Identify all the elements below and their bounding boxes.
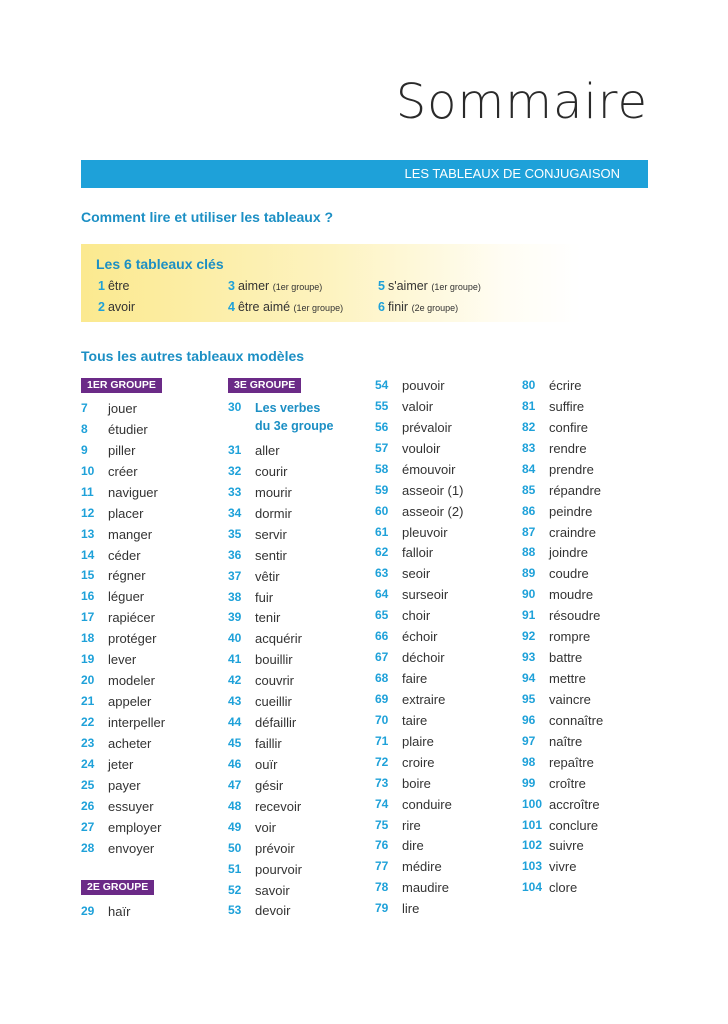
verb: choir <box>402 608 431 624</box>
entry-number: 14 <box>81 547 95 562</box>
verb: craindre <box>549 524 596 540</box>
entry-number: 5 <box>378 279 385 293</box>
entry-number: 57 <box>375 440 389 455</box>
entry-number: 52 <box>228 882 242 897</box>
entry-number: 8 <box>81 421 88 436</box>
entry-number: 49 <box>228 819 242 834</box>
entry-number: 73 <box>375 775 389 790</box>
entry-number: 27 <box>81 819 95 834</box>
group-note: (1er groupe) <box>431 282 481 292</box>
entry-number: 39 <box>228 610 242 625</box>
verb: essuyer <box>108 798 154 814</box>
verb: défaillir <box>255 715 297 731</box>
verb: émouvoir <box>402 461 456 477</box>
verb: cueillir <box>255 694 292 710</box>
entry-number: 41 <box>228 652 242 667</box>
entry-number: 32 <box>228 463 242 478</box>
entry-number: 33 <box>228 484 242 499</box>
verb: acheter <box>108 735 152 751</box>
entry-number: 40 <box>228 631 242 646</box>
group1-header: 1ER GROUPE <box>81 378 162 393</box>
entry-number: 94 <box>522 671 536 686</box>
entry-number: 79 <box>375 901 389 916</box>
special-line2: du 3e groupe <box>255 419 334 433</box>
verb: voir <box>255 819 276 835</box>
entry-number: 35 <box>228 526 242 541</box>
verb: céder <box>108 547 141 563</box>
verb: sentir <box>255 547 287 563</box>
verb: croître <box>549 775 586 791</box>
verb: rompre <box>549 629 591 645</box>
entry-number: 16 <box>81 589 95 604</box>
other-tables-title: Tous les autres tableaux modèles <box>81 348 305 364</box>
key-table-item[interactable] <box>228 299 343 316</box>
verb: courir <box>255 463 288 479</box>
entry-number: 51 <box>228 861 242 876</box>
entry-number: 98 <box>522 754 536 769</box>
entry-number: 26 <box>81 798 95 813</box>
entry-number: 12 <box>81 505 95 520</box>
entry-number: 31 <box>228 443 242 457</box>
entry-number: 93 <box>522 650 536 665</box>
entry-number: 4 <box>228 300 235 314</box>
entry-number: 53 <box>228 903 242 918</box>
verb: s'aimer <box>387 279 428 293</box>
verb: placer <box>108 505 144 521</box>
entry-number: 48 <box>228 798 242 813</box>
entry-number: 70 <box>375 712 389 727</box>
verb: extraire <box>402 691 446 707</box>
verb: pouvoir <box>402 378 445 393</box>
entry-number: 46 <box>228 756 242 771</box>
entry-number: 11 <box>81 484 94 499</box>
entry-number: 45 <box>228 736 242 751</box>
verb: déchoir <box>402 650 445 666</box>
entry-number: 72 <box>375 754 389 769</box>
verb: faire <box>402 671 428 687</box>
verb: envoyer <box>108 840 155 856</box>
entry-number: 60 <box>375 503 389 518</box>
verb: surseoir <box>402 587 449 603</box>
entry-number: 55 <box>375 398 389 413</box>
entry-number: 88 <box>522 545 536 560</box>
entry-number: 90 <box>522 587 536 602</box>
verb: vêtir <box>255 568 280 584</box>
verb: étudier <box>108 421 148 437</box>
verb: conduire <box>402 796 452 812</box>
entry-number: 34 <box>228 505 242 520</box>
entry-number: 44 <box>228 715 242 730</box>
verb: pourvoir <box>255 861 302 877</box>
verb: accroître <box>549 796 600 812</box>
entry-number: 78 <box>375 880 389 895</box>
verb: aimer <box>237 279 270 293</box>
entry-number: 3 <box>228 279 235 293</box>
verb: seoir <box>402 566 431 582</box>
entry-number: 65 <box>375 608 389 623</box>
verb: être <box>107 279 130 293</box>
verb: mourir <box>255 484 292 500</box>
entry-number: 10 <box>81 463 95 478</box>
verb: taire <box>402 712 428 728</box>
group2-header: 2E GROUPE <box>81 880 154 895</box>
entry-number: 43 <box>228 694 242 709</box>
verb: conclure <box>549 817 599 833</box>
entry-number: 50 <box>228 840 242 855</box>
verb: prévoir <box>255 840 295 856</box>
verb: lever <box>108 652 137 668</box>
verb: joindre <box>549 545 589 561</box>
verb: mettre <box>549 671 586 687</box>
verb: naître <box>549 733 583 749</box>
entry-number: 6 <box>378 300 385 314</box>
verb: jouer <box>108 401 137 416</box>
verb: coudre <box>549 566 589 582</box>
special-line1: Les verbes <box>255 401 321 415</box>
entry-number: 20 <box>81 673 95 688</box>
entry-number: 61 <box>375 524 389 539</box>
verb: prendre <box>549 461 594 477</box>
verb: recevoir <box>255 798 302 814</box>
verb: suffire <box>549 398 585 414</box>
verb: échoir <box>402 629 438 645</box>
entry-number: 19 <box>81 652 95 667</box>
verb: rire <box>402 817 421 833</box>
entry-number: 104 <box>522 880 543 895</box>
key-table-item[interactable] <box>378 278 481 295</box>
verb: modeler <box>108 673 155 689</box>
verb: répandre <box>549 482 602 498</box>
verb: lire <box>402 901 420 917</box>
verb: dire <box>402 838 424 854</box>
entry-number: 103 <box>522 859 543 874</box>
entry-number: 86 <box>522 503 536 518</box>
verb: asseoir (2) <box>402 503 464 519</box>
entry-number: 13 <box>81 526 95 541</box>
group-note: (2e groupe) <box>411 303 459 313</box>
verb: confire <box>549 419 589 435</box>
entry-number: 68 <box>375 671 389 686</box>
verb: valoir <box>402 398 434 414</box>
verb: interpeller <box>108 714 166 730</box>
verb: pleuvoir <box>402 524 448 540</box>
group3-header: 3E GROUPE <box>228 378 301 393</box>
entry-number: 36 <box>228 547 242 562</box>
entry-number: 38 <box>228 589 242 604</box>
verb: créer <box>108 463 138 479</box>
entry-number: 97 <box>522 733 536 748</box>
entry-number: 7 <box>81 401 88 415</box>
verb: avoir <box>107 300 136 314</box>
verb: vivre <box>549 859 577 875</box>
verb: repaître <box>549 754 594 770</box>
entry-number: 54 <box>375 378 389 392</box>
key-tables-box <box>81 244 581 322</box>
verb: ouïr <box>255 756 278 772</box>
entry-number: 91 <box>522 608 536 623</box>
entry-number: 84 <box>522 461 536 476</box>
entry-number: 21 <box>81 694 95 709</box>
page-title: Sommaire <box>395 74 648 130</box>
verb: battre <box>549 650 583 666</box>
entry-number: 29 <box>81 904 95 918</box>
verb: haïr <box>108 904 131 919</box>
entry-number: 75 <box>375 817 389 832</box>
verb: boire <box>402 775 431 791</box>
verb: savoir <box>255 882 290 898</box>
entry-number: 63 <box>375 566 389 581</box>
verb: naviguer <box>108 484 158 500</box>
verb: rendre <box>549 440 587 456</box>
verb: moudre <box>549 587 594 603</box>
verb: manger <box>108 526 153 542</box>
entry-number: 83 <box>522 440 536 455</box>
entry-number: 22 <box>81 714 95 729</box>
verb: léguer <box>108 589 145 605</box>
verb: tenir <box>255 610 281 626</box>
entry-number: 2 <box>98 300 105 314</box>
verb: écrire <box>549 378 582 393</box>
entry-number: 1 <box>98 279 105 293</box>
entry-number: 96 <box>522 712 536 727</box>
verb: maudire <box>402 880 449 896</box>
verb: peindre <box>549 503 593 519</box>
verb: plaire <box>402 733 434 749</box>
verb: vaincre <box>549 691 591 707</box>
entry-number: 64 <box>375 587 389 602</box>
verb: dormir <box>255 505 292 521</box>
entry-number: 87 <box>522 524 536 539</box>
entry-number: 18 <box>81 631 95 646</box>
key-table-item[interactable] <box>378 299 458 316</box>
key-tables-title: Les 6 tableaux clés <box>96 256 224 272</box>
verb: rapiécer <box>108 610 155 626</box>
entry-number: 102 <box>522 838 543 853</box>
verb: aller <box>255 443 280 458</box>
entry-number: 15 <box>81 568 95 583</box>
entry-number: 100 <box>522 796 543 811</box>
entry-number: 42 <box>228 673 242 688</box>
entry-number: 59 <box>375 482 389 497</box>
entry-number: 30 <box>228 400 242 414</box>
verb: régner <box>108 568 146 584</box>
verb: employer <box>108 819 162 835</box>
entry-number: 24 <box>81 756 95 771</box>
group-note: (1er groupe) <box>272 282 323 292</box>
verb: bouillir <box>255 652 293 668</box>
verb: finir <box>387 300 409 314</box>
verb: suivre <box>549 838 584 854</box>
verb: protéger <box>108 631 157 647</box>
entry-number: 99 <box>522 775 536 790</box>
group-note: (1er groupe) <box>293 303 344 313</box>
entry-number: 67 <box>375 650 389 665</box>
verb: résoudre <box>549 608 601 624</box>
verb: acquérir <box>255 631 302 647</box>
entry-number: 25 <box>81 777 95 792</box>
verb: croire <box>402 754 435 770</box>
entry-number: 23 <box>81 735 95 750</box>
verb: appeler <box>108 694 152 710</box>
entry-number: 89 <box>522 566 536 581</box>
verb: fuir <box>255 589 274 605</box>
verb: clore <box>549 880 578 896</box>
verb: piller <box>108 442 136 458</box>
key-table-item[interactable] <box>98 299 135 316</box>
verb: payer <box>108 777 141 793</box>
verb: faillir <box>255 736 282 752</box>
entry-number: 71 <box>375 733 389 748</box>
verb: devoir <box>255 903 291 919</box>
entry-number: 82 <box>522 419 536 434</box>
entry-number: 85 <box>522 482 536 497</box>
entry-number: 80 <box>522 378 536 392</box>
entry-number: 74 <box>375 796 389 811</box>
verb: connaître <box>549 712 604 728</box>
verb: falloir <box>402 545 434 561</box>
verb: asseoir (1) <box>402 482 464 498</box>
entry-number: 28 <box>81 840 95 855</box>
entry-number: 95 <box>522 691 536 706</box>
key-table-item[interactable] <box>228 278 322 295</box>
verb: prévaloir <box>402 419 452 435</box>
entry-number: 92 <box>522 629 536 644</box>
entry-number: 81 <box>522 398 536 413</box>
entry-number: 56 <box>375 419 389 434</box>
entry-number: 66 <box>375 629 389 644</box>
verb: servir <box>255 526 287 542</box>
verb: être aimé <box>237 300 291 314</box>
entry-number: 9 <box>81 442 88 457</box>
verb: médire <box>402 859 442 875</box>
entry-number: 17 <box>81 610 95 625</box>
verb: vouloir <box>402 440 441 456</box>
section-banner: LES TABLEAUX DE CONJUGAISON <box>81 160 648 188</box>
verb: gésir <box>255 777 284 793</box>
entry-number: 62 <box>375 545 389 560</box>
entry-number: 76 <box>375 838 389 853</box>
entry-number: 101 <box>522 817 543 832</box>
verb: jeter <box>108 756 134 772</box>
key-table-item[interactable] <box>98 278 130 295</box>
entry-number: 69 <box>375 691 389 706</box>
verb: couvrir <box>255 673 295 689</box>
entry-number: 37 <box>228 568 242 583</box>
entry-number: 77 <box>375 859 389 874</box>
entry-number: 58 <box>375 461 389 476</box>
how-to-link[interactable]: Comment lire et utiliser les tableaux ? <box>81 209 334 225</box>
entry-number: 47 <box>228 777 242 792</box>
